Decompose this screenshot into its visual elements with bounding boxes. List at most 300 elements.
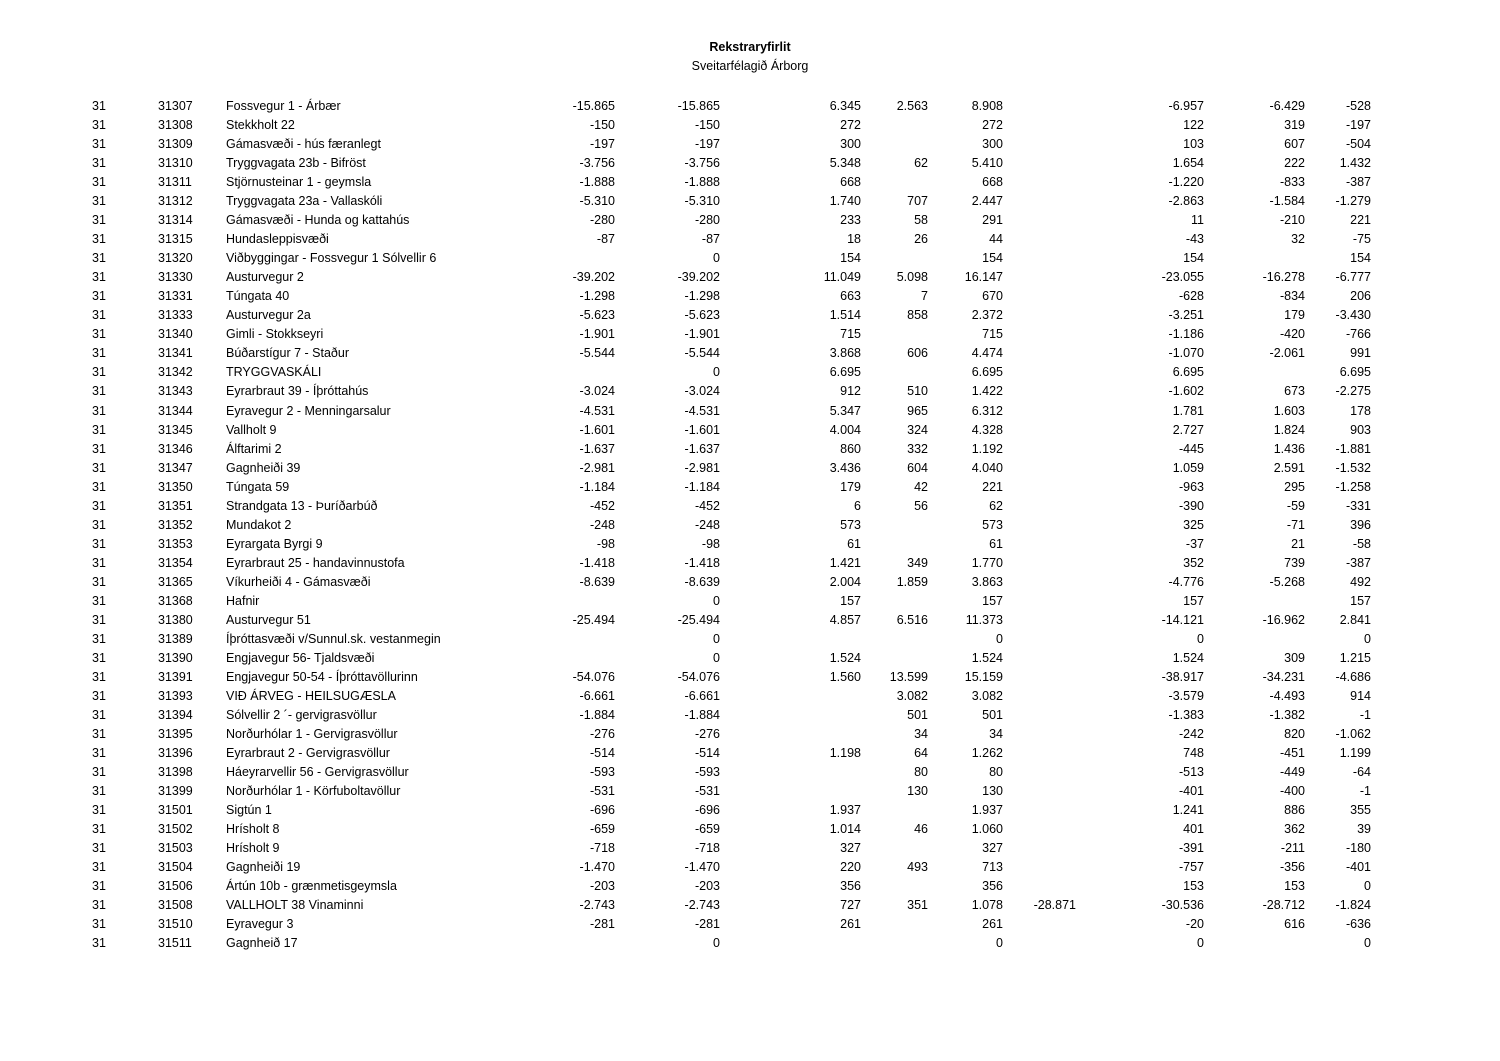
value-col-9: 0 (1364, 631, 1371, 646)
table-row (0, 763, 1500, 782)
value-col-9: 2.841 (1339, 612, 1371, 627)
value-col-2: -281 (694, 917, 720, 932)
value-col-8: 32 (1291, 232, 1305, 247)
value-col-5: 4.328 (971, 422, 1003, 437)
value-col-8: -211 (1280, 841, 1305, 856)
value-col-8: 1.436 (1273, 441, 1305, 456)
value-col-5: 1.770 (971, 555, 1003, 570)
value-col-1: -3.024 (579, 384, 615, 399)
value-col-3: 300 (840, 137, 861, 152)
value-col-7: -1.186 (1168, 327, 1204, 342)
value-col-4: 1.859 (896, 574, 928, 589)
property-name: Sigtún 1 (226, 803, 272, 818)
report-subtitle: Sveitarfélagið Árborg (691, 59, 809, 73)
group-code: 31 (92, 213, 106, 228)
value-col-3: 261 (840, 917, 861, 932)
value-col-3: 327 (840, 841, 861, 856)
value-col-7: 154 (1183, 251, 1204, 266)
table-row (0, 192, 1500, 211)
value-col-8: 153 (1284, 879, 1305, 894)
value-col-8: -356 (1279, 860, 1305, 875)
value-col-8: -16.962 (1262, 612, 1305, 627)
value-col-8: 616 (1284, 917, 1305, 932)
table-row (0, 725, 1500, 744)
account-code: 31350 (158, 479, 193, 494)
value-col-7: 0 (1197, 936, 1204, 951)
value-col-4: 42 (914, 479, 928, 494)
value-col-7: -963 (1178, 479, 1204, 494)
group-code: 31 (92, 612, 106, 627)
value-col-1: -6.661 (579, 688, 615, 703)
value-col-4: 64 (914, 746, 928, 761)
value-col-9: 903 (1350, 422, 1371, 437)
account-code: 31398 (158, 765, 193, 780)
value-col-9: -1.279 (1335, 194, 1371, 209)
value-col-2: 0 (713, 365, 720, 380)
value-col-3: 1.740 (829, 194, 861, 209)
value-col-9: -1 (1359, 784, 1371, 799)
value-col-7: 1.781 (1172, 403, 1204, 418)
value-col-3: 18 (847, 232, 861, 247)
group-code: 31 (92, 498, 106, 513)
value-col-1: -25.494 (572, 612, 615, 627)
value-col-8: 607 (1284, 137, 1305, 152)
value-col-3: 860 (840, 441, 861, 456)
value-col-7: 1.654 (1172, 156, 1204, 171)
value-col-4: 58 (914, 213, 928, 228)
table-row (0, 230, 1500, 249)
value-col-4: 5.098 (896, 270, 928, 285)
value-col-2: -39.202 (677, 270, 720, 285)
value-col-1: -15.865 (572, 99, 615, 113)
value-col-2: -5.544 (684, 346, 720, 361)
account-code: 31342 (158, 365, 193, 380)
value-col-8: -400 (1279, 784, 1305, 799)
group-code: 31 (92, 517, 106, 532)
value-col-1: -718 (589, 841, 615, 856)
account-code: 31333 (158, 308, 193, 323)
value-col-7: -43 (1185, 232, 1204, 247)
account-code: 31501 (158, 803, 193, 818)
group-code: 31 (92, 479, 106, 494)
property-name: Gagnheið 17 (226, 936, 298, 951)
table-row (0, 211, 1500, 230)
property-name: Strandgata 13 - Þuríðarbúð (226, 498, 378, 513)
property-name: Eyrarbraut 2 - Gervigrasvöllur (226, 746, 390, 761)
group-code: 31 (92, 841, 106, 856)
value-col-1: -150 (589, 118, 615, 133)
group-code: 31 (92, 403, 106, 418)
value-col-1: -87 (596, 232, 615, 247)
table-row (0, 801, 1500, 820)
value-col-3: 2.004 (829, 574, 861, 589)
value-col-3: 3.868 (829, 346, 861, 361)
value-col-3: 912 (840, 384, 861, 399)
value-col-9: 6.695 (1339, 365, 1371, 380)
value-col-5: 713 (982, 860, 1003, 875)
value-col-9: 355 (1350, 803, 1371, 818)
value-col-7: 325 (1183, 517, 1204, 532)
value-col-1: -39.202 (572, 270, 615, 285)
value-col-2: -3.024 (684, 384, 720, 399)
group-code: 31 (92, 289, 106, 304)
group-code: 31 (92, 631, 106, 646)
value-col-3: 3.436 (829, 460, 861, 475)
account-code: 31390 (158, 650, 193, 665)
group-code: 31 (92, 536, 106, 551)
value-col-8: 179 (1284, 308, 1305, 323)
value-col-8: -834 (1279, 289, 1305, 304)
report-table (0, 97, 1500, 953)
group-code: 31 (92, 898, 106, 913)
value-col-7: 1.524 (1172, 650, 1204, 665)
value-col-5: 1.078 (971, 898, 1003, 913)
value-col-3: 220 (840, 860, 861, 875)
account-code: 31395 (158, 727, 193, 742)
group-code: 31 (92, 879, 106, 894)
value-col-2: -718 (694, 841, 720, 856)
property-name: Austurvegur 51 (226, 612, 311, 627)
account-code: 31310 (158, 156, 193, 171)
value-col-2: -1.298 (684, 289, 720, 304)
value-col-2: -531 (694, 784, 720, 799)
value-col-8: -210 (1279, 213, 1305, 228)
group-code: 31 (92, 688, 106, 703)
value-col-3: 663 (840, 289, 861, 304)
report-title: Rekstraryfirlit (709, 40, 791, 54)
table-row (0, 820, 1500, 839)
value-col-5: 1.192 (971, 441, 1003, 456)
value-col-1: -1.470 (579, 860, 615, 875)
group-code: 31 (92, 156, 106, 171)
property-name: Eyrarbraut 39 - Íþróttahús (226, 384, 369, 399)
value-col-2: 0 (713, 936, 720, 951)
value-col-3: 715 (840, 327, 861, 342)
value-col-5: 8.908 (971, 99, 1003, 113)
value-col-7: -757 (1178, 860, 1204, 875)
value-col-8: -59 (1286, 498, 1305, 513)
group-code: 31 (92, 118, 106, 133)
table-row (0, 440, 1500, 459)
value-col-9: 1.199 (1339, 746, 1371, 761)
table-row (0, 516, 1500, 535)
value-col-3: 1.198 (829, 746, 861, 761)
value-col-2: -276 (694, 727, 720, 742)
value-col-4: 965 (907, 403, 928, 418)
value-col-2: -514 (694, 746, 720, 761)
account-code: 31399 (158, 784, 193, 799)
value-col-2: -1.884 (684, 708, 720, 722)
account-code: 31345 (158, 422, 193, 437)
property-name: Austurvegur 2 (226, 270, 304, 285)
value-col-3: 6 (854, 498, 861, 513)
property-name: Stekkholt 22 (226, 118, 295, 133)
table-row (0, 306, 1500, 325)
value-col-5: 261 (982, 917, 1003, 932)
value-col-8: -16.278 (1262, 270, 1305, 285)
property-name: VALLHOLT 38 Vinaminni (226, 898, 364, 913)
group-code: 31 (92, 384, 106, 399)
value-col-8: -451 (1279, 746, 1305, 761)
value-col-1: -1.298 (579, 289, 615, 304)
property-name: Tryggvagata 23b - Bifröst (226, 156, 366, 171)
group-code: 31 (92, 708, 106, 722)
value-col-8: 1.824 (1273, 422, 1305, 437)
value-col-8: -833 (1279, 175, 1305, 190)
value-col-2: -15.865 (677, 99, 720, 113)
property-name: Álftarimi 2 (226, 441, 282, 456)
value-col-7: 352 (1183, 555, 1204, 570)
value-col-9: -528 (1345, 99, 1371, 113)
property-name: Stjörnusteinar 1 - geymsla (226, 175, 372, 190)
value-col-5: 1.262 (971, 746, 1003, 761)
value-col-5: 501 (982, 708, 1003, 722)
value-col-2: -197 (694, 137, 720, 152)
value-col-8: 673 (1284, 384, 1305, 399)
value-col-8: 362 (1284, 822, 1305, 837)
value-col-9: -1.824 (1335, 898, 1371, 913)
property-name: Eyravegur 2 - Menningarsalur (226, 403, 391, 418)
value-col-9: -1.258 (1335, 479, 1371, 494)
property-name: Mundakot 2 (226, 517, 292, 532)
value-col-5: 15.159 (964, 669, 1003, 684)
account-code: 31320 (158, 251, 193, 266)
value-col-9: 1.432 (1339, 156, 1371, 171)
table-row (0, 325, 1500, 344)
value-col-5: 3.082 (971, 688, 1003, 703)
table-row (0, 592, 1500, 611)
property-name: Austurvegur 2a (226, 308, 311, 323)
table-row (0, 744, 1500, 763)
value-col-5: 2.447 (971, 194, 1003, 209)
value-col-6: -28.871 (1033, 898, 1076, 913)
account-code: 31312 (158, 194, 193, 209)
group-code: 31 (92, 784, 106, 799)
value-col-4: 56 (914, 498, 928, 513)
value-col-3: 1.560 (829, 669, 861, 684)
value-col-7: -401 (1178, 784, 1204, 799)
value-col-4: 7 (921, 289, 928, 304)
property-name: VIÐ ÁRVEG - HEILSUGÆSLA (226, 688, 396, 703)
value-col-5: 11.373 (965, 612, 1003, 627)
value-col-7: -390 (1178, 498, 1204, 513)
group-code: 31 (92, 803, 106, 818)
value-col-1: -531 (589, 784, 615, 799)
property-name: Hrísholt 9 (226, 841, 280, 856)
value-col-1: -197 (589, 137, 615, 152)
value-col-5: 62 (989, 498, 1003, 513)
value-col-4: 26 (914, 232, 928, 247)
value-col-2: 0 (713, 631, 720, 646)
value-col-3: 61 (847, 536, 861, 551)
table-row (0, 344, 1500, 363)
value-col-3: 1.014 (829, 822, 861, 837)
property-name: Hafnir (226, 593, 260, 608)
group-code: 31 (92, 936, 106, 951)
table-row (0, 782, 1500, 801)
value-col-9: 0 (1364, 936, 1371, 951)
value-col-7: 1.241 (1172, 803, 1204, 818)
property-name: Háeyrarvellir 56 - Gervigrasvöllur (226, 765, 409, 780)
value-col-9: -636 (1345, 917, 1371, 932)
value-col-7: -38.917 (1161, 669, 1204, 684)
group-code: 31 (92, 860, 106, 875)
value-col-7: 153 (1183, 879, 1204, 894)
value-col-9: -766 (1345, 327, 1371, 342)
value-col-9: 206 (1350, 289, 1371, 304)
value-col-4: 510 (907, 384, 928, 399)
value-col-8: -1.584 (1269, 194, 1305, 209)
account-code: 31331 (158, 289, 193, 304)
value-col-2: -54.076 (677, 669, 720, 684)
value-col-5: 6.312 (971, 403, 1003, 418)
value-col-3: 4.004 (829, 422, 861, 437)
value-col-5: 4.040 (971, 460, 1003, 475)
value-col-5: 221 (982, 479, 1003, 494)
value-col-4: 3.082 (896, 688, 928, 703)
value-col-8: 21 (1291, 536, 1305, 551)
value-col-9: 914 (1350, 688, 1371, 703)
value-col-8: -2.061 (1269, 346, 1305, 361)
value-col-4: 707 (907, 194, 928, 209)
value-col-9: 157 (1350, 593, 1371, 608)
value-col-2: -5.310 (684, 194, 720, 209)
account-code: 31510 (158, 917, 193, 932)
group-code: 31 (92, 650, 106, 665)
value-col-7: -1.220 (1168, 175, 1204, 190)
property-name: Víkurheiði 4 - Gámasvæði (226, 574, 371, 589)
value-col-7: -37 (1185, 536, 1204, 551)
table-row (0, 173, 1500, 192)
value-col-1: -1.418 (579, 555, 615, 570)
property-name: Sólvellir 2 ´- gervigrasvöllur (226, 708, 377, 722)
value-col-8: -420 (1279, 327, 1305, 342)
value-col-4: 130 (907, 784, 928, 799)
group-code: 31 (92, 669, 106, 684)
table-row (0, 649, 1500, 668)
table-row (0, 268, 1500, 287)
value-col-5: 356 (982, 879, 1003, 894)
value-col-1: -8.639 (579, 574, 615, 589)
account-code: 31506 (158, 879, 193, 894)
value-col-1: -5.544 (579, 346, 615, 361)
value-col-1: -1.884 (579, 708, 615, 722)
value-col-1: -280 (589, 213, 615, 228)
value-col-9: -58 (1352, 536, 1371, 551)
account-code: 31314 (158, 213, 193, 228)
table-row (0, 554, 1500, 573)
value-col-9: -4.686 (1335, 669, 1371, 684)
value-col-2: -659 (694, 822, 720, 837)
value-col-5: 4.474 (971, 346, 1003, 361)
property-name: Gámasvæði - hús færanlegt (226, 137, 381, 152)
table-row (0, 497, 1500, 516)
value-col-1: -1.901 (579, 327, 615, 342)
value-col-1: -3.756 (579, 156, 615, 171)
value-col-1: -203 (589, 879, 615, 894)
value-col-7: -445 (1178, 441, 1204, 456)
value-col-1: -5.623 (579, 308, 615, 323)
value-col-8: 739 (1284, 555, 1305, 570)
value-col-9: 396 (1350, 517, 1371, 532)
value-col-9: -197 (1345, 118, 1371, 133)
value-col-7: -1.070 (1168, 346, 1204, 361)
value-col-5: 715 (982, 327, 1003, 342)
value-col-9: 492 (1350, 574, 1371, 589)
table-row (0, 839, 1500, 858)
value-col-5: 130 (982, 784, 1003, 799)
value-col-5: 1.422 (971, 384, 1003, 399)
value-col-4: 351 (907, 898, 928, 913)
value-col-2: -150 (694, 118, 720, 133)
value-col-7: -513 (1178, 765, 1204, 780)
value-col-9: 178 (1350, 403, 1371, 418)
group-code: 31 (92, 460, 106, 475)
table-row (0, 630, 1500, 649)
account-code: 31341 (158, 346, 193, 361)
value-col-1: -659 (589, 822, 615, 837)
table-row (0, 363, 1500, 382)
value-col-2: -2.981 (684, 460, 720, 475)
value-col-2: -696 (694, 803, 720, 818)
property-name: Búðarstígur 7 - Staður (226, 346, 349, 361)
value-col-9: -331 (1345, 498, 1371, 513)
value-col-3: 154 (840, 251, 861, 266)
value-col-5: 2.372 (971, 308, 1003, 323)
account-code: 31389 (158, 631, 193, 646)
table-row (0, 478, 1500, 497)
value-col-9: -180 (1345, 841, 1371, 856)
value-col-2: -8.639 (684, 574, 720, 589)
value-col-4: 858 (907, 308, 928, 323)
value-col-3: 1.937 (829, 803, 861, 818)
value-col-5: 61 (989, 536, 1003, 551)
value-col-5: 154 (982, 251, 1003, 266)
value-col-3: 727 (840, 898, 861, 913)
value-col-7: -628 (1178, 289, 1204, 304)
value-col-2: -1.418 (684, 555, 720, 570)
account-code: 31340 (158, 327, 193, 342)
table-row (0, 668, 1500, 687)
value-col-9: 0 (1364, 879, 1371, 894)
value-col-1: -593 (589, 765, 615, 780)
value-col-2: -1.470 (684, 860, 720, 875)
value-col-3: 5.348 (829, 156, 861, 171)
account-code: 31391 (158, 669, 193, 684)
account-code: 31368 (158, 593, 193, 608)
value-col-9: -1.062 (1335, 727, 1371, 742)
table-row (0, 535, 1500, 554)
value-col-1: -281 (589, 917, 615, 932)
value-col-4: 606 (907, 346, 928, 361)
value-col-8: 319 (1284, 118, 1305, 133)
group-code: 31 (92, 194, 106, 209)
value-col-5: 1.060 (971, 822, 1003, 837)
value-col-9: 991 (1350, 346, 1371, 361)
value-col-5: 573 (982, 517, 1003, 532)
property-name: Engjavegur 50-54 - Íþróttavöllurinn (226, 669, 418, 684)
value-col-9: -3.430 (1335, 308, 1371, 323)
value-col-5: 0 (996, 631, 1003, 646)
value-col-9: -75 (1352, 232, 1371, 247)
value-col-7: -3.251 (1168, 308, 1204, 323)
property-name: Engjavegur 56- Tjaldsvæði (226, 650, 375, 665)
account-code: 31343 (158, 384, 193, 399)
property-name: Gámasvæði - Hunda og kattahús (226, 213, 410, 228)
table-row (0, 896, 1500, 915)
value-col-3: 1.514 (829, 308, 861, 323)
property-name: Ártún 10b - grænmetisgeymsla (226, 879, 397, 894)
